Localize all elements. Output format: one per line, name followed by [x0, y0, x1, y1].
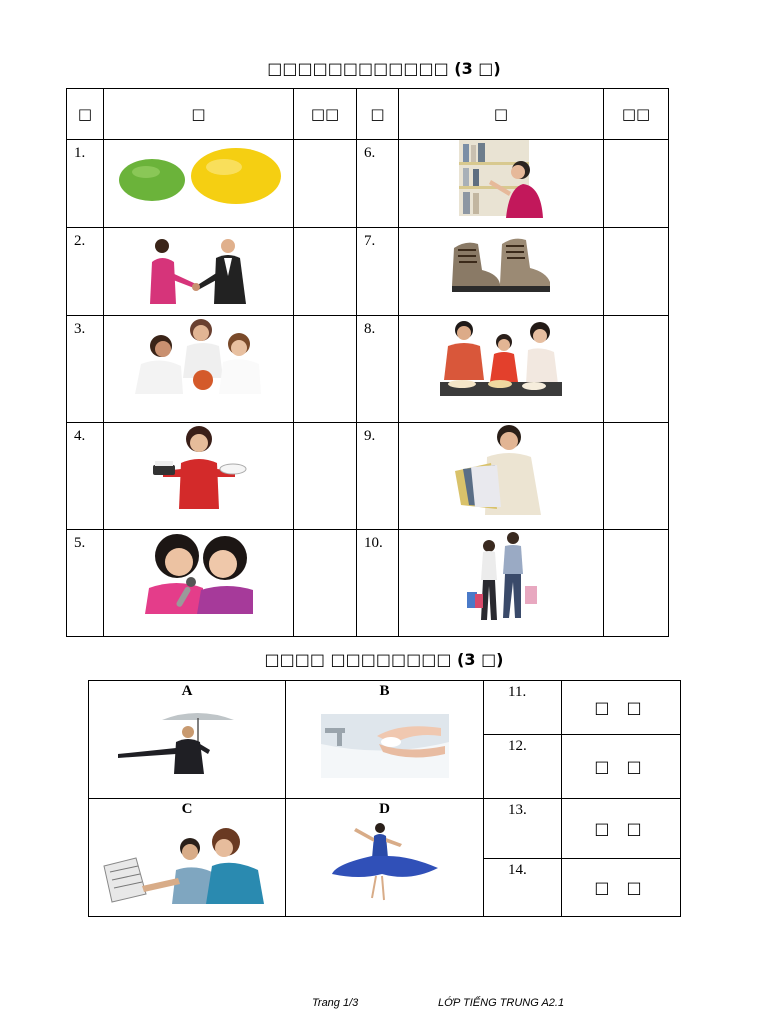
women-singing-image: [141, 530, 256, 614]
row-number: 2.: [67, 228, 104, 316]
item-text: □ □: [562, 735, 681, 799]
item-text: □ □: [562, 799, 681, 859]
row-number: 10.: [357, 530, 399, 637]
row-number: 7.: [357, 228, 399, 316]
table-row: [67, 530, 669, 637]
picture-women-singing: [104, 530, 294, 637]
woman-umbrella-image: [112, 710, 262, 782]
picture-label: D: [379, 801, 390, 817]
section2-title: □□□□ □□□□□□□□ (3 □): [264, 650, 504, 669]
table-header-row: [67, 89, 669, 140]
table-row: [89, 681, 681, 735]
lime-lemon-image: [114, 142, 284, 212]
row-number: 3.: [67, 316, 104, 423]
table-row: [67, 228, 669, 316]
row-number: 6.: [357, 140, 399, 228]
picture-family-dinner: [399, 316, 604, 423]
hiking-boots-image: [446, 230, 556, 294]
header-cell: □: [357, 89, 399, 140]
answer-cell[interactable]: [604, 423, 669, 530]
item-number: 13.: [484, 799, 562, 859]
answer-cell[interactable]: [294, 140, 357, 228]
item-number: 14.: [484, 859, 562, 917]
footer-class-name: LỚP TIẾNG TRUNG A2.1: [438, 997, 565, 1009]
row-number: 8.: [357, 316, 399, 423]
couple-newspaper-image: [102, 826, 272, 904]
picture-d-cell: [286, 799, 484, 917]
table-row: [67, 423, 669, 530]
family-dinner-image: [440, 318, 562, 398]
answer-cell[interactable]: [604, 228, 669, 316]
table-row: [67, 140, 669, 228]
listening-table-1: [66, 88, 669, 637]
waitress-image: [149, 425, 249, 509]
picture-c-cell: [89, 799, 286, 917]
header-cell: □: [104, 89, 294, 140]
answer-cell[interactable]: [604, 140, 669, 228]
row-number: 5.: [67, 530, 104, 637]
handshake-image: [134, 236, 264, 306]
picture-lime-lemon: [104, 140, 294, 228]
matching-table: [88, 680, 681, 917]
picture-b-cell: [286, 681, 484, 799]
answer-cell[interactable]: [604, 316, 669, 423]
picture-handshake: [104, 228, 294, 316]
header-cell: □: [399, 89, 604, 140]
row-number: 1.: [67, 140, 104, 228]
man-carrying-files-image: [451, 423, 551, 515]
washing-hands-image: [321, 714, 449, 778]
item-text: □ □: [562, 681, 681, 735]
item-number: 12.: [484, 735, 562, 799]
answer-cell[interactable]: [294, 316, 357, 423]
picture-friends-basketball: [104, 316, 294, 423]
picture-waitress: [104, 423, 294, 530]
item-text: □ □: [562, 859, 681, 917]
couple-shopping-image: [461, 530, 541, 624]
header-cell: □□: [294, 89, 357, 140]
picture-label: C: [181, 801, 193, 817]
picture-couple-shopping: [399, 530, 604, 637]
footer-page-number: Trang 1/3: [312, 997, 359, 1009]
picture-label: B: [379, 683, 390, 699]
picture-bookshelf-woman: [399, 140, 604, 228]
picture-label: A: [181, 683, 193, 699]
bookshelf-woman-image: [451, 140, 551, 220]
header-cell: □□: [604, 89, 669, 140]
answer-cell[interactable]: [294, 228, 357, 316]
picture-man-files: [399, 423, 604, 530]
header-cell: □: [67, 89, 104, 140]
row-number: 9.: [357, 423, 399, 530]
table-row: [67, 316, 669, 423]
woman-dancing-image: [330, 822, 440, 902]
picture-boots: [399, 228, 604, 316]
friends-basketball-image: [131, 318, 266, 398]
answer-cell[interactable]: [294, 530, 357, 637]
picture-a-cell: [89, 681, 286, 799]
answer-cell[interactable]: [294, 423, 357, 530]
section1-title: □□□□□□□□□□□□ (3 □): [267, 59, 501, 78]
item-number: 11.: [484, 681, 562, 735]
table-row: [89, 799, 681, 859]
row-number: 4.: [67, 423, 104, 530]
answer-cell[interactable]: [604, 530, 669, 637]
